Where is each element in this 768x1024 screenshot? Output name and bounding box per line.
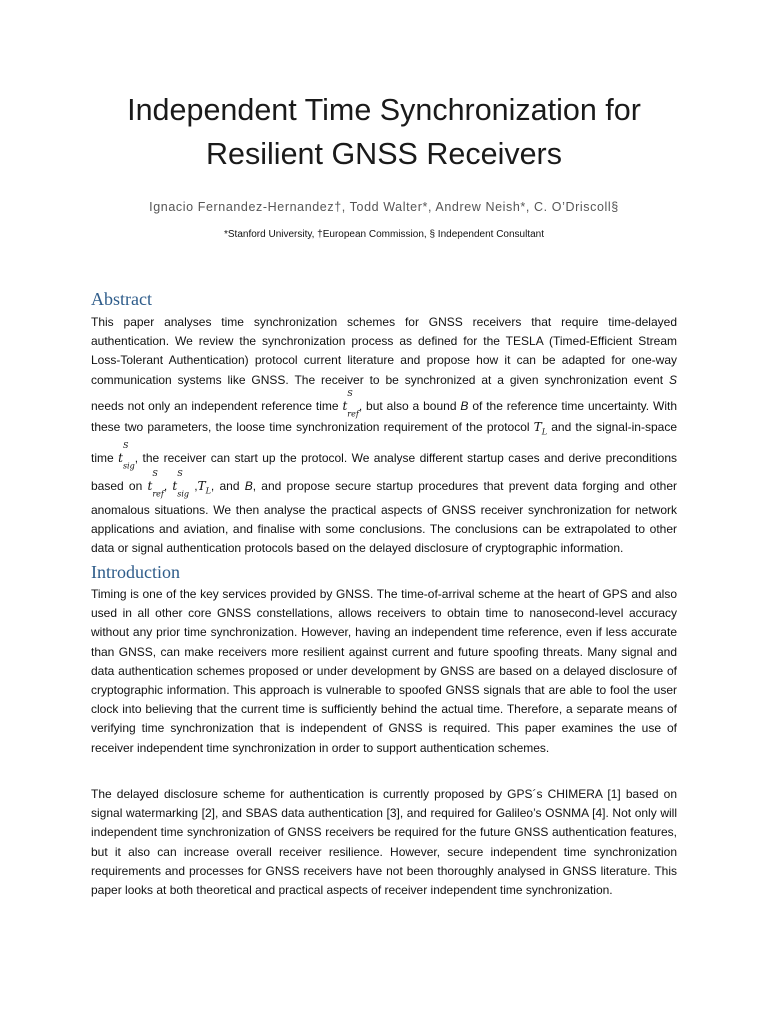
introduction-heading: Introduction [91, 562, 180, 582]
author-list: Ignacio Fernandez-Hernandez†, Todd Walter*, Andrew Neish*, C. O’Driscoll§ [149, 200, 619, 214]
paper-title [60, 88, 708, 176]
abstract-body: This paper analyses time synchronization schemes for GNSS receivers that require time-delayed authentication. We review the synchronization process as defined for the TESLA (Timed-Efficient Stream Loss-Tolerant Authentication) protocol current literature and propose how it can be adapted for one-way communication systems like GNSS. The receiver to be synchronized at a given synchronization event S needs not only an independent reference time $t^S$ $_{ref}$, but also a bound B of the reference time uncertainty. With these two parameters, the loose time synchronization requirement of the protocol $T_L$ and the signal-in-space time $t^S$ $_{sig}$, the receiver can start up the protocol. We analyse different startup cases and derive preconditions based on $t^S$ $_{ref}$, $t^S$ $_{sig}$ $,T_L$, and B, and propose secure startup procedures that prevent data forging and other anomalous situations. We then analyse the practical aspects of GNSS receiver synchronization for network applications and aviation, and finalise with some conclusions. The conclusions can be extrapolated to other data or signal authentication protocols based on the delayed disclosure of cryptographic information. [91, 315, 678, 556]
affiliations: *Stanford University, †European Commission, § Independent Consultant [224, 229, 544, 240]
abstract-heading: Abstract [91, 289, 152, 309]
math-t-sig-s-2: $t^S$ $_{sig}$ [172, 469, 190, 499]
math-t-sig-s: $t^S$ $_{sig}$ [118, 440, 135, 471]
introduction-paragraph-2: The delayed disclosure scheme for authentication is currently proposed by GPS´s CHIMERA [1] based on signal watermarking [2], and SBAS data authentication [3], and required for Galileo’s OSNMA [4]. Not only will independent time synchronization of GNSS receivers be required for the future GNSS authentication features, but it also can increase overall receiver resilience. However, secure independent time synchronization requirements and processes for GNSS receivers have not been thoroughly analysed in GNSS literature. This paper looks at both theoretical and practical aspects of receiver independent time synchronization. [91, 787, 677, 898]
math-t-ref-s: $t^S$ $_{ref}$ [342, 388, 359, 419]
math-t-l: $T_L$ [533, 420, 548, 437]
math-t-l-2: $T_L$ [197, 479, 211, 496]
introduction-paragraph-1: Timing is one of the key services provided by GNSS. The time-of-arrival scheme at the heart of GPS and also used in all other core GNSS constellations, allows receivers to obtain time to nanosecond-level accuracy without any prior time synchronization. However, having an independent time reference, even if less accurate than GNSS, can make receivers more resilient against current and future spoofing threats. Many signal and data authentication schemes proposed or under development by GNSS are based on a delayed disclosure of cryptographic information. This approach is vulnerable to spoofed GNSS signals that are able to fool the user clock into believing that the current time is sufficiently behind the actual time. Therefore, a separate means of verifying time synchronization that is independent of GNSS is required. This paper examines the use of receiver independent time synchronization in order to support authentication schemes. [91, 587, 677, 755]
math-t-ref-s-2: $t^S$ $_{ref}$ [147, 469, 164, 499]
title-line-2: Resilient GNSS Receivers [206, 137, 562, 171]
title-line-1: Independent Time Synchronization for [127, 93, 641, 127]
